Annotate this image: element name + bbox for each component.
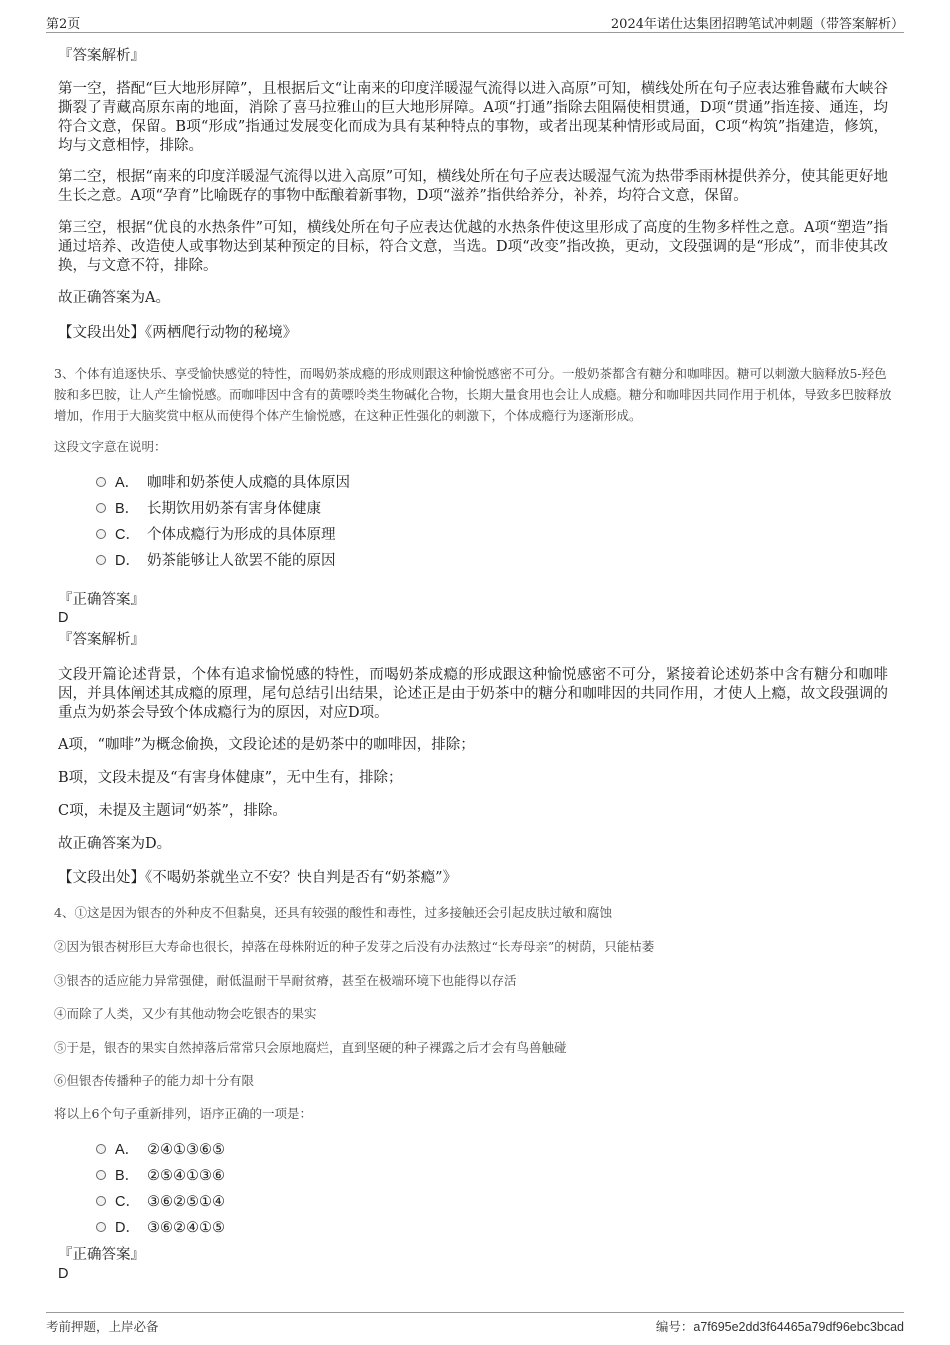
question-stem: 3、个体有追逐快乐、享受愉快感觉的特性，而喝奶茶成瘾的形成则跟这种愉悦感密不可分。一般奶茶都含有糖分和咖啡因。糖可以刺激大脑释放5-羟色胺和多巴胺，让人产生愉悦感。而咖啡因中含有的黄嘌呤类生物碱化合物，长期大量食用也会让人成瘾。糖分和咖啡因共同作用于机体，导致多巴胺释放增加，作用于大脑奖赏中枢从而使得个体产生愉悦感，在这种正性强化的刺激下，个体成瘾行为逐渐形成。	[54, 366, 892, 423]
option-a[interactable]	[96, 1140, 225, 1160]
radio-button[interactable]	[96, 1222, 106, 1232]
correct-answer: D	[58, 1266, 69, 1282]
correct-answer-label: 『正确答案』	[58, 592, 145, 608]
answer-conclusion: 故正确答案为D。	[58, 836, 172, 852]
option-letter: A．	[115, 475, 140, 491]
question-prompt: 将以上6个句子重新排列，语序正确的一项是：	[54, 1106, 312, 1121]
option-text: 个体成瘾行为形成的具体原理	[147, 527, 336, 543]
option-letter: A．	[115, 1142, 140, 1158]
option-letter: B．	[115, 501, 140, 517]
option-letter: D．	[115, 1220, 140, 1236]
sentence-5: ⑤于是，银杏的果实自然掉落后常常只会原地腐烂，直到坚硬的种子裸露之后才会有鸟兽触碰	[54, 1040, 567, 1055]
option-b[interactable]	[96, 499, 321, 519]
analysis-paragraph: 文段开篇论述背景，个体有追求愉悦感的特性，而喝奶茶成瘾的形成跟这种愉悦感密不可分，紧接着论述奶茶中含有糖分和咖啡因，并具体阐述其成瘾的原理，尾句总结引出结果，论述正是由于奶茶中的糖分和咖啡因的共同作用，才使人上瘾，故文段强调的重点为奶茶会导致个体成瘾行为的原因，对应D项。	[58, 667, 888, 721]
option-a[interactable]	[96, 473, 350, 493]
option-text: ③⑥②⑤①④	[147, 1194, 225, 1210]
option-d[interactable]	[96, 551, 336, 571]
analysis-label: 『答案解析』	[58, 632, 145, 648]
option-text: 长期饮用奶茶有害身体健康	[147, 501, 321, 517]
analysis-line-c: C项，未提及主题词“奶茶”，排除。	[58, 803, 287, 819]
footer-slogan: 考前押题，上岸必备	[46, 1319, 159, 1334]
sentence-2: ②因为银杏树形巨大寿命也很长，掉落在母株附近的种子发芽之后没有办法熬过“长寿母亲”的树荫，只能枯萎	[54, 939, 655, 954]
page-footer	[46, 1312, 904, 1339]
sentence-3: ③银杏的适应能力异常强健，耐低温耐干旱耐贫瘠，甚至在极端环境下也能得以存活	[54, 973, 517, 988]
text-source: 【文段出处】《不喝奶茶就坐立不安？快自判是否有“奶茶瘾”》	[58, 870, 458, 886]
radio-button[interactable]	[96, 529, 106, 539]
option-d[interactable]	[96, 1218, 225, 1238]
radio-button[interactable]	[96, 1170, 106, 1180]
option-text: 咖啡和奶茶使人成瘾的具体原因	[147, 475, 350, 491]
option-letter: C．	[115, 1194, 140, 1210]
answer-conclusion: 故正确答案为A。	[58, 290, 170, 306]
radio-button[interactable]	[96, 555, 106, 565]
option-text: ②⑤④①③⑥	[147, 1168, 225, 1184]
question-prompt: 这段文字意在说明：	[54, 439, 167, 454]
radio-button[interactable]	[96, 503, 106, 513]
text-source: 【文段出处】《两栖爬行动物的秘境》	[58, 325, 298, 341]
analysis-paragraph: 第三空，根据“优良的水热条件”可知，横线处所在句子应表达优越的水热条件使这里形成了高度的生物多样性之意。A项“塑造”指通过培养、改造使人或事物达到某种预定的目标，符合文意，当选。D项“改变”指改换，更动，文段强调的是“形成”，而非使其改换，与文意不符，排除。	[58, 220, 888, 274]
document-title: 2024年诺仕达集团招聘笔试冲刺题（带答案解析）	[610, 17, 904, 32]
analysis-paragraph: 第一空，搭配“巨大地形屏障”，且根据后文“让南来的印度洋暖湿气流得以进入高原”可知，横线处所在句子应表达雅鲁藏布大峡谷撕裂了青藏高原东南的地面，消除了喜马拉雅山的巨大地形屏障。A项“打通”指除去阻隔使相贯通，D项“贯通”指连接、通连，均符合文意，保留。B项“形成”指通过发展变化而成为具有某种特点的事物，或者出现某种情形或局面，C项“构筑”指建造，修筑，均与文意相悖，排除。	[58, 81, 888, 154]
correct-answer: D	[58, 610, 69, 626]
option-c[interactable]	[96, 1192, 225, 1212]
radio-button[interactable]	[96, 1144, 106, 1154]
option-b[interactable]	[96, 1166, 225, 1186]
sentence-6: ⑥但银杏传播种子的能力却十分有限	[54, 1073, 255, 1088]
radio-button[interactable]	[96, 477, 106, 487]
page-number: 第2页	[46, 17, 81, 32]
option-text: ③⑥②④①⑤	[147, 1220, 225, 1236]
sentence-1: 4、①这是因为银杏的外种皮不但黏臭，还具有较强的酸性和毒性，过多接触还会引起皮肤过敏和腐蚀	[54, 905, 612, 920]
option-text: 奶茶能够让人欲罢不能的原因	[147, 553, 336, 569]
option-text: ②④①③⑥⑤	[147, 1142, 225, 1158]
radio-button[interactable]	[96, 1196, 106, 1206]
document-id: 编号：a7f695e2dd3f64465a79df96ebc3bcad	[655, 1320, 904, 1334]
option-letter: D．	[115, 553, 140, 569]
correct-answer-label: 『正确答案』	[58, 1247, 145, 1263]
sentence-4: ④而除了人类，又少有其他动物会吃银杏的果实	[54, 1006, 317, 1021]
option-letter: B．	[115, 1168, 140, 1184]
analysis-paragraph: 第二空，根据“南来的印度洋暖湿气流得以进入高原”可知，横线处所在句子应表达暖湿气流为热带季雨林提供养分，使其能更好地生长之意。A项“孕育”比喻既存的事物中酝酿着新事物，D项“滋养”指供给养分，补养，均符合文意，保留。	[58, 169, 888, 204]
option-letter: C．	[115, 527, 140, 543]
option-c[interactable]	[96, 525, 336, 545]
analysis-line-b: B项，文段未提及“有害身体健康”，无中生有，排除；	[58, 770, 403, 786]
analysis-line-a: A项，“咖啡”为概念偷换，文段论述的是奶茶中的咖啡因，排除；	[58, 737, 475, 753]
analysis-label: 『答案解析』	[58, 48, 145, 64]
